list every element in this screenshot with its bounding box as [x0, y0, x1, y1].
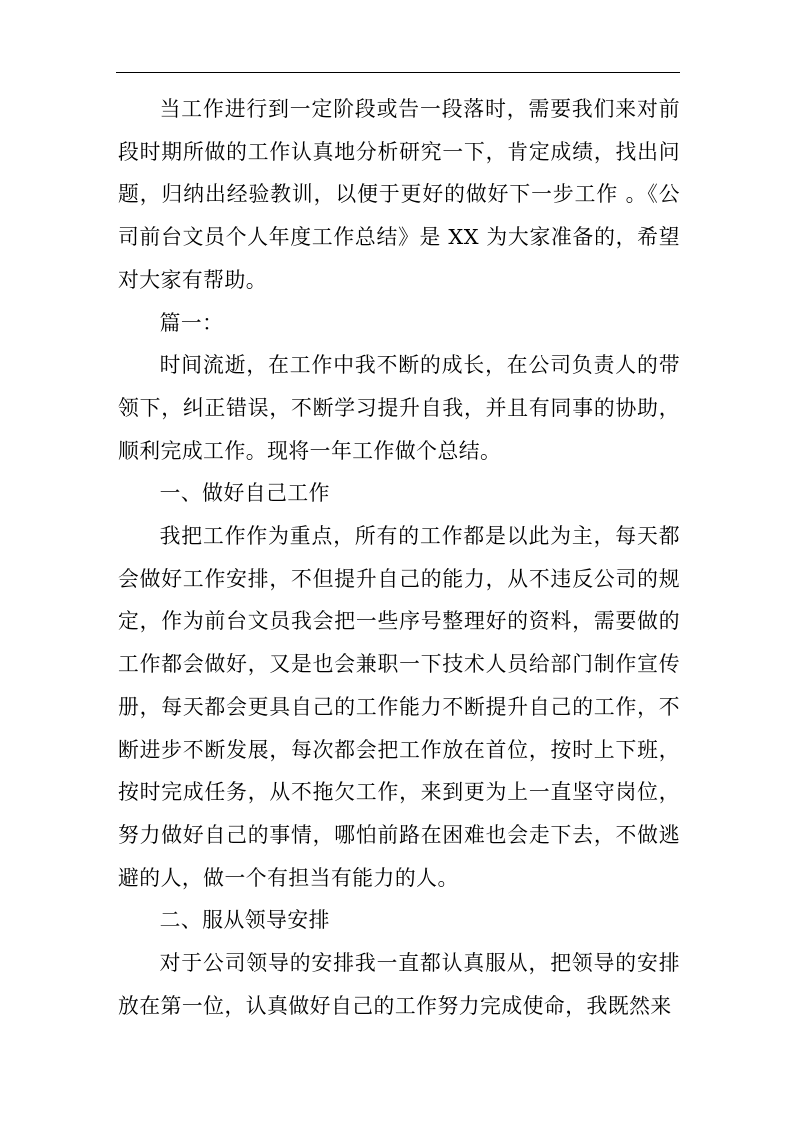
intro-paragraph: 当工作进行到一定阶段或告一段落时，需要我们来对前段时期所做的工作认真地分析研究一下，肯定成绩，找出问题，归纳出经验教训，以便于更好的做好下一步工作 。《公司前台文员个人年度工作总结》是 XX 为大家准备的，希望对大家有帮助。: [118, 97, 680, 292]
body-paragraph-obey-leadership: 对于公司领导的安排我一直都认真服从，把领导的安排放在第一位，认真做好自己的工作努力完成使命，我既然来: [118, 951, 680, 1018]
body-paragraph-own-work: 我把工作作为重点，所有的工作都是以此为主，每天都会做好工作安排，不但提升自己的能力，从不违反公司的规定，作为前台文员我会把一些序号整理好的资料，需要做的工作都会做好，又是也会兼职一下技术人员给部门制作宣传册，每天都会更具自己的工作能力不断提升自己的工作，不断进步不断发展，每次都会把工作放在首位，按时上下班，按时完成任务，从不拖欠工作，来到更为上一直坚守岗位，努力做好自己的事情，哪怕前路在困难也会走下去，不做逃避的人，做一个有担当有能力的人。: [118, 524, 680, 890]
document-body: [118, 88, 680, 1027]
section-label-part-one: 篇一：: [159, 310, 224, 335]
header-rule: [116, 72, 680, 73]
heading-obey-leadership: 二、服从领导安排: [159, 908, 330, 933]
heading-do-own-work: 一、做好自己工作: [159, 481, 330, 506]
opening-paragraph: 时间流逝，在工作中我不断的成长，在公司负责人的带领下，纠正错误，不断学习提升自我，并且有同事的协助，顺利完成工作。现将一年工作做个总结。: [118, 353, 680, 463]
